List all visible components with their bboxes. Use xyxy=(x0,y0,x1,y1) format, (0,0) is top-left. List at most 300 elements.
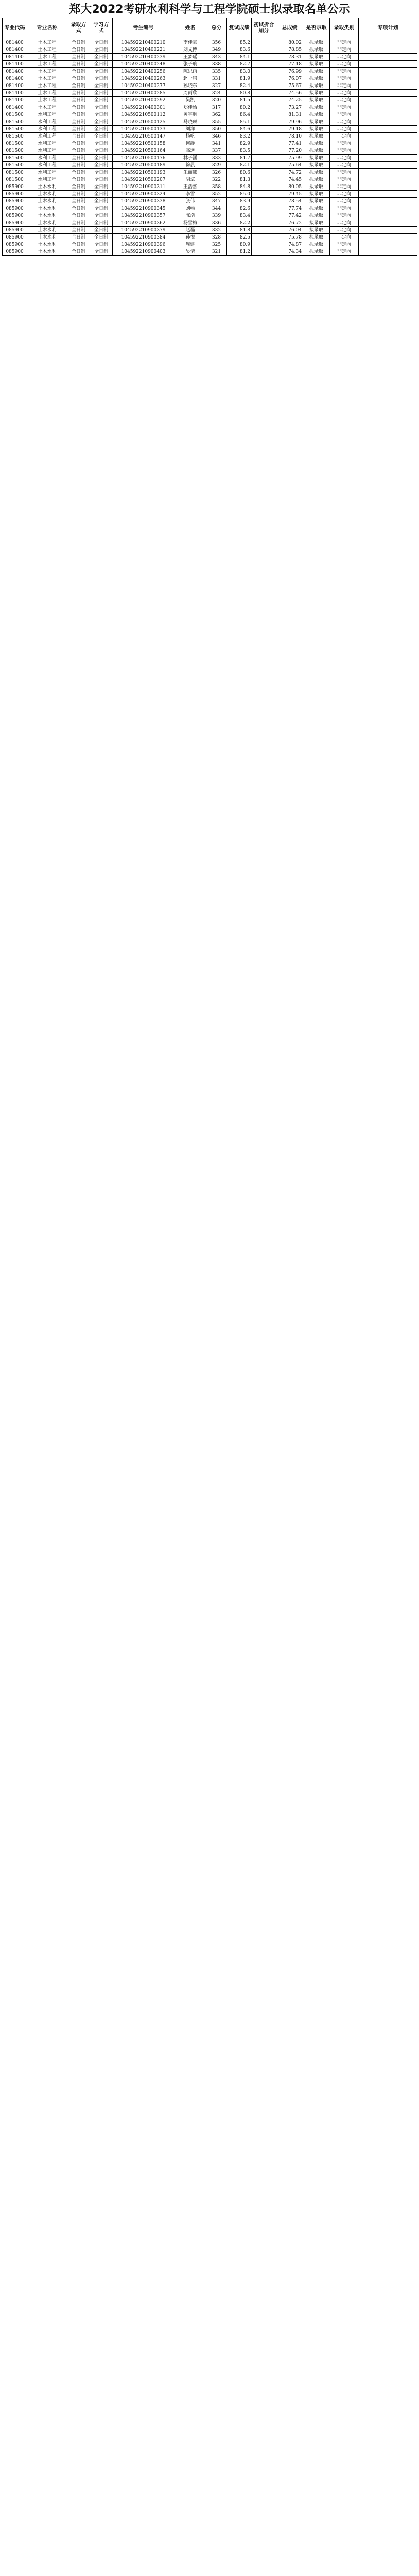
table-cell: 104592210900403 xyxy=(113,248,174,256)
table-cell: 土木工程 xyxy=(27,46,67,54)
table-cell: 非定向 xyxy=(330,169,359,176)
table-cell: 085900 xyxy=(3,205,27,212)
table-cell: 全日制 xyxy=(90,227,113,234)
table-cell: 吴凯 xyxy=(174,97,206,104)
table-cell: 346 xyxy=(206,133,227,140)
table-cell: 拟录取 xyxy=(303,90,330,97)
table-cell: 全日制 xyxy=(67,61,90,68)
table-cell: 081500 xyxy=(3,140,27,147)
table-cell: 水利工程 xyxy=(27,118,67,126)
table-cell: 周雨欣 xyxy=(174,90,206,97)
table-row xyxy=(3,82,417,90)
table-cell: 徐晨 xyxy=(174,162,206,169)
table-cell: 刘洋 xyxy=(174,126,206,133)
table-cell: 79.96 xyxy=(276,118,303,126)
table-cell: 水利工程 xyxy=(27,155,67,162)
table-cell: 拟录取 xyxy=(303,219,330,227)
table-cell: 全日制 xyxy=(67,39,90,46)
table-cell xyxy=(252,140,276,147)
table-cell: 82.6 xyxy=(227,205,252,212)
table-cell: 104592210900345 xyxy=(113,205,174,212)
table-cell: 土木水利 xyxy=(27,198,67,205)
table-cell: 水利工程 xyxy=(27,111,67,118)
table-cell: 78.54 xyxy=(276,198,303,205)
table-cell: 82.9 xyxy=(227,140,252,147)
table-cell: 全日制 xyxy=(67,75,90,82)
table-cell: 陈思雨 xyxy=(174,68,206,75)
table-cell xyxy=(252,234,276,241)
table-cell: 土木水利 xyxy=(27,191,67,198)
table-cell: 非定向 xyxy=(330,111,359,118)
table-cell: 80.02 xyxy=(276,39,303,46)
column-header: 是否录取 xyxy=(303,18,330,39)
table-cell: 土木工程 xyxy=(27,75,67,82)
table-cell xyxy=(359,82,417,90)
table-cell xyxy=(359,155,417,162)
table-row xyxy=(3,191,417,198)
table-cell: 085900 xyxy=(3,191,27,198)
table-cell: 104592210400277 xyxy=(113,82,174,90)
table-cell: 344 xyxy=(206,205,227,212)
admission-table xyxy=(2,18,417,256)
table-cell: 104592210500193 xyxy=(113,169,174,176)
table-cell: 全日制 xyxy=(67,198,90,205)
table-cell xyxy=(252,82,276,90)
table-cell xyxy=(359,46,417,54)
table-cell: 全日制 xyxy=(90,176,113,183)
table-cell: 全日制 xyxy=(90,39,113,46)
table-cell: 75.64 xyxy=(276,162,303,169)
table-cell: 拟录取 xyxy=(303,75,330,82)
table-cell: 76.72 xyxy=(276,219,303,227)
table-cell: 081500 xyxy=(3,147,27,155)
table-cell: 土木水利 xyxy=(27,248,67,256)
page-title: 郑大2022考研水利科学与工程学院硕士拟录取名单公示 xyxy=(69,3,350,16)
table-cell: 拟录取 xyxy=(303,169,330,176)
table-cell: 085900 xyxy=(3,234,27,241)
table-cell: 全日制 xyxy=(90,234,113,241)
table-cell: 全日制 xyxy=(67,248,90,256)
table-cell xyxy=(359,68,417,75)
table-cell: 全日制 xyxy=(67,90,90,97)
table-cell: 82.7 xyxy=(227,61,252,68)
table-cell: 非定向 xyxy=(330,126,359,133)
table-cell: 马晓琳 xyxy=(174,118,206,126)
table-cell: 非定向 xyxy=(330,82,359,90)
table-row xyxy=(3,61,417,68)
table-row xyxy=(3,169,417,176)
table-cell: 358 xyxy=(206,183,227,191)
table-cell: 拟录取 xyxy=(303,111,330,118)
table-cell: 非定向 xyxy=(330,198,359,205)
table-cell: 全日制 xyxy=(67,46,90,54)
table-cell: 081500 xyxy=(3,111,27,118)
table-cell: 全日制 xyxy=(90,147,113,155)
table-cell: 全日制 xyxy=(90,82,113,90)
table-cell: 非定向 xyxy=(330,241,359,248)
table-cell xyxy=(252,183,276,191)
table-cell: 321 xyxy=(206,248,227,256)
table-row xyxy=(3,126,417,133)
table-cell: 孙悦 xyxy=(174,234,206,241)
table-cell: 全日制 xyxy=(67,212,90,219)
table-cell: 73.27 xyxy=(276,104,303,111)
table-cell: 全日制 xyxy=(67,241,90,248)
table-cell: 104592210400221 xyxy=(113,46,174,54)
table-cell: 赵一鸣 xyxy=(174,75,206,82)
table-cell: 非定向 xyxy=(330,104,359,111)
table-cell: 全日制 xyxy=(67,147,90,155)
table-cell: 104592210500158 xyxy=(113,140,174,147)
table-cell: 104592210400301 xyxy=(113,104,174,111)
table-cell xyxy=(359,97,417,104)
table-cell: 非定向 xyxy=(330,61,359,68)
table-row xyxy=(3,176,417,183)
table-cell: 土木工程 xyxy=(27,39,67,46)
table-cell xyxy=(359,118,417,126)
table-cell: 104592210500164 xyxy=(113,147,174,155)
table-cell: 水利工程 xyxy=(27,147,67,155)
table-cell: 非定向 xyxy=(330,155,359,162)
table-cell: 78.10 xyxy=(276,133,303,140)
table-cell: 土木工程 xyxy=(27,61,67,68)
table-cell xyxy=(359,241,417,248)
column-header: 复试成绩 xyxy=(227,18,252,39)
table-cell: 全日制 xyxy=(67,111,90,118)
table-cell: 拟录取 xyxy=(303,176,330,183)
table-cell: 赵磊 xyxy=(174,227,206,234)
table-cell: 非定向 xyxy=(330,176,359,183)
table-cell: 82.4 xyxy=(227,82,252,90)
table-cell: 土木工程 xyxy=(27,68,67,75)
table-body xyxy=(3,39,417,256)
table-row xyxy=(3,97,417,104)
table-cell: 全日制 xyxy=(67,126,90,133)
table-cell: 355 xyxy=(206,118,227,126)
table-cell: 全日制 xyxy=(90,191,113,198)
table-cell: 土木工程 xyxy=(27,104,67,111)
column-header: 总分 xyxy=(206,18,227,39)
table-row xyxy=(3,111,417,118)
table-cell xyxy=(359,176,417,183)
table-cell: 80.2 xyxy=(227,104,252,111)
table-cell: 77.41 xyxy=(276,140,303,147)
table-cell: 拟录取 xyxy=(303,54,330,61)
table-cell: 332 xyxy=(206,227,227,234)
table-cell: 水利工程 xyxy=(27,162,67,169)
table-cell: 104592210900362 xyxy=(113,219,174,227)
table-cell xyxy=(359,39,417,46)
table-cell: 081400 xyxy=(3,104,27,111)
table-cell: 081500 xyxy=(3,118,27,126)
table-row xyxy=(3,147,417,155)
table-cell xyxy=(359,205,417,212)
table-cell: 104592210400292 xyxy=(113,97,174,104)
table-cell: 84.8 xyxy=(227,183,252,191)
table-cell: 全日制 xyxy=(90,90,113,97)
table-row xyxy=(3,162,417,169)
table-cell: 74.45 xyxy=(276,176,303,183)
column-header: 总成绩 xyxy=(276,18,303,39)
table-cell: 104592210400248 xyxy=(113,61,174,68)
table-cell xyxy=(252,176,276,183)
table-cell: 82.2 xyxy=(227,219,252,227)
table-cell xyxy=(252,97,276,104)
table-cell: 081400 xyxy=(3,54,27,61)
table-cell: 拟录取 xyxy=(303,248,330,256)
table-cell: 85.2 xyxy=(227,39,252,46)
table-cell xyxy=(252,133,276,140)
table-cell: 081400 xyxy=(3,82,27,90)
table-cell: 水利工程 xyxy=(27,133,67,140)
table-cell: 081400 xyxy=(3,90,27,97)
table-cell xyxy=(359,162,417,169)
table-cell: 土木水利 xyxy=(27,227,67,234)
table-cell: 085900 xyxy=(3,248,27,256)
table-cell: 非定向 xyxy=(330,90,359,97)
table-cell: 胡斌 xyxy=(174,176,206,183)
table-cell: 非定向 xyxy=(330,205,359,212)
table-cell xyxy=(252,111,276,118)
table-cell: 81.9 xyxy=(227,75,252,82)
table-cell: 非定向 xyxy=(330,147,359,155)
table-cell: 孙晓东 xyxy=(174,82,206,90)
table-row xyxy=(3,183,417,191)
table-cell: 104592210500112 xyxy=(113,111,174,118)
table-cell xyxy=(359,191,417,198)
table-cell: 085900 xyxy=(3,219,27,227)
table-cell: 全日制 xyxy=(90,248,113,256)
table-cell: 081400 xyxy=(3,61,27,68)
table-cell: 081500 xyxy=(3,176,27,183)
table-cell: 全日制 xyxy=(90,54,113,61)
table-cell: 76.04 xyxy=(276,227,303,234)
table-cell: 非定向 xyxy=(330,162,359,169)
table-cell: 085900 xyxy=(3,212,27,219)
table-cell: 331 xyxy=(206,75,227,82)
table-cell: 329 xyxy=(206,162,227,169)
table-cell: 全日制 xyxy=(90,155,113,162)
table-cell: 80.9 xyxy=(227,241,252,248)
table-cell: 78.31 xyxy=(276,54,303,61)
table-cell: 高远 xyxy=(174,147,206,155)
table-row xyxy=(3,212,417,219)
table-cell: 水利工程 xyxy=(27,140,67,147)
table-cell: 85.1 xyxy=(227,118,252,126)
table-cell xyxy=(359,61,417,68)
table-cell: 352 xyxy=(206,191,227,198)
table-cell: 非定向 xyxy=(330,140,359,147)
table-cell: 土木水利 xyxy=(27,205,67,212)
table-row xyxy=(3,140,417,147)
table-cell: 全日制 xyxy=(67,205,90,212)
table-cell: 全日制 xyxy=(90,169,113,176)
table-cell xyxy=(252,212,276,219)
table-cell: 347 xyxy=(206,198,227,205)
table-cell: 拟录取 xyxy=(303,241,330,248)
table-cell: 土木水利 xyxy=(27,212,67,219)
table-cell: 全日制 xyxy=(90,183,113,191)
table-cell: 76.07 xyxy=(276,75,303,82)
column-header: 录取类别 xyxy=(330,18,359,39)
table-cell xyxy=(359,219,417,227)
table-cell: 非定向 xyxy=(330,248,359,256)
table-cell: 刘文博 xyxy=(174,46,206,54)
table-cell: 全日制 xyxy=(90,205,113,212)
column-header: 专业代码 xyxy=(3,18,27,39)
table-cell: 081500 xyxy=(3,133,27,140)
table-cell: 全日制 xyxy=(67,169,90,176)
table-cell: 土木工程 xyxy=(27,97,67,104)
table-header-row xyxy=(3,18,417,39)
table-cell: 非定向 xyxy=(330,97,359,104)
table-cell: 081500 xyxy=(3,162,27,169)
table-cell: 104592210400285 xyxy=(113,90,174,97)
table-cell: 085900 xyxy=(3,198,27,205)
table-row xyxy=(3,205,417,212)
table-cell xyxy=(252,205,276,212)
table-cell xyxy=(252,118,276,126)
table-cell: 非定向 xyxy=(330,234,359,241)
table-cell xyxy=(359,169,417,176)
table-cell: 80.8 xyxy=(227,90,252,97)
table-cell xyxy=(252,61,276,68)
table-row xyxy=(3,155,417,162)
table-cell: 84.6 xyxy=(227,126,252,133)
table-cell: 337 xyxy=(206,147,227,155)
table-cell: 王梦瑶 xyxy=(174,54,206,61)
table-cell: 杨雪梅 xyxy=(174,219,206,227)
table-cell: 李佳豪 xyxy=(174,39,206,46)
table-cell: 80.05 xyxy=(276,183,303,191)
table-cell: 83.0 xyxy=(227,68,252,75)
table-cell: 77.20 xyxy=(276,147,303,155)
table-cell: 104592210400263 xyxy=(113,75,174,82)
table-cell: 何静 xyxy=(174,140,206,147)
table-cell: 79.18 xyxy=(276,126,303,133)
table-cell: 324 xyxy=(206,90,227,97)
table-cell: 吴倩 xyxy=(174,248,206,256)
table-cell: 拟录取 xyxy=(303,126,330,133)
column-header: 姓名 xyxy=(174,18,206,39)
table-cell xyxy=(359,90,417,97)
table-cell: 拟录取 xyxy=(303,198,330,205)
table-cell xyxy=(359,104,417,111)
table-row xyxy=(3,104,417,111)
table-row xyxy=(3,39,417,46)
table-cell xyxy=(252,241,276,248)
table-cell xyxy=(359,140,417,147)
table-cell: 104592210400256 xyxy=(113,68,174,75)
table-cell: 非定向 xyxy=(330,54,359,61)
table-cell: 拟录取 xyxy=(303,234,330,241)
table-cell: 刘畅 xyxy=(174,205,206,212)
table-cell: 全日制 xyxy=(90,198,113,205)
table-cell: 74.72 xyxy=(276,169,303,176)
table-cell: 朱丽娜 xyxy=(174,169,206,176)
table-cell: 非定向 xyxy=(330,118,359,126)
table-cell: 拟录取 xyxy=(303,104,330,111)
table-cell: 349 xyxy=(206,46,227,54)
table-cell: 81.3 xyxy=(227,176,252,183)
table-cell: 水利工程 xyxy=(27,169,67,176)
table-cell: 全日制 xyxy=(90,111,113,118)
table-row xyxy=(3,219,417,227)
table-cell: 104592210500207 xyxy=(113,176,174,183)
column-header: 考生编号 xyxy=(113,18,174,39)
table-cell: 非定向 xyxy=(330,46,359,54)
table-cell: 320 xyxy=(206,97,227,104)
table-cell: 104592210500189 xyxy=(113,162,174,169)
table-cell: 非定向 xyxy=(330,183,359,191)
table-cell: 82.5 xyxy=(227,234,252,241)
table-cell: 全日制 xyxy=(67,104,90,111)
table-cell: 拟录取 xyxy=(303,162,330,169)
table-cell: 104592210900396 xyxy=(113,241,174,248)
table-cell xyxy=(252,75,276,82)
table-cell: 081400 xyxy=(3,46,27,54)
table-row xyxy=(3,90,417,97)
table-cell xyxy=(252,68,276,75)
column-header: 专项计划 xyxy=(359,18,417,39)
table-cell: 林子涵 xyxy=(174,155,206,162)
table-cell: 非定向 xyxy=(330,219,359,227)
table-cell xyxy=(359,227,417,234)
table-cell xyxy=(252,46,276,54)
table-cell: 全日制 xyxy=(90,46,113,54)
table-cell xyxy=(359,147,417,155)
table-cell: 83.4 xyxy=(227,212,252,219)
table-row xyxy=(3,133,417,140)
table-cell: 325 xyxy=(206,241,227,248)
table-cell: 郑佳怡 xyxy=(174,104,206,111)
table-cell: 拟录取 xyxy=(303,61,330,68)
table-cell: 黄宇航 xyxy=(174,111,206,118)
table-cell xyxy=(359,198,417,205)
table-cell: 081400 xyxy=(3,39,27,46)
table-cell: 081500 xyxy=(3,155,27,162)
table-cell: 104592210900357 xyxy=(113,212,174,219)
table-cell: 全日制 xyxy=(67,140,90,147)
table-cell: 75.67 xyxy=(276,82,303,90)
table-cell: 张子航 xyxy=(174,61,206,68)
table-cell: 全日制 xyxy=(90,68,113,75)
table-row xyxy=(3,241,417,248)
table-cell: 土木工程 xyxy=(27,54,67,61)
table-cell: 周建 xyxy=(174,241,206,248)
table-cell: 非定向 xyxy=(330,133,359,140)
table-cell: 322 xyxy=(206,176,227,183)
table-cell xyxy=(359,111,417,118)
table-cell: 全日制 xyxy=(67,234,90,241)
table-cell: 317 xyxy=(206,104,227,111)
table-cell: 81.8 xyxy=(227,227,252,234)
table-cell: 84.1 xyxy=(227,54,252,61)
table-cell: 全日制 xyxy=(67,97,90,104)
table-cell xyxy=(359,212,417,219)
table-cell: 79.45 xyxy=(276,191,303,198)
table-cell xyxy=(359,133,417,140)
table-row xyxy=(3,248,417,256)
table-cell: 328 xyxy=(206,234,227,241)
table-cell xyxy=(252,248,276,256)
table-cell: 333 xyxy=(206,155,227,162)
table-cell: 74.25 xyxy=(276,97,303,104)
table-cell: 非定向 xyxy=(330,68,359,75)
table-cell: 王浩然 xyxy=(174,183,206,191)
table-cell: 全日制 xyxy=(90,126,113,133)
table-cell: 81.5 xyxy=(227,97,252,104)
